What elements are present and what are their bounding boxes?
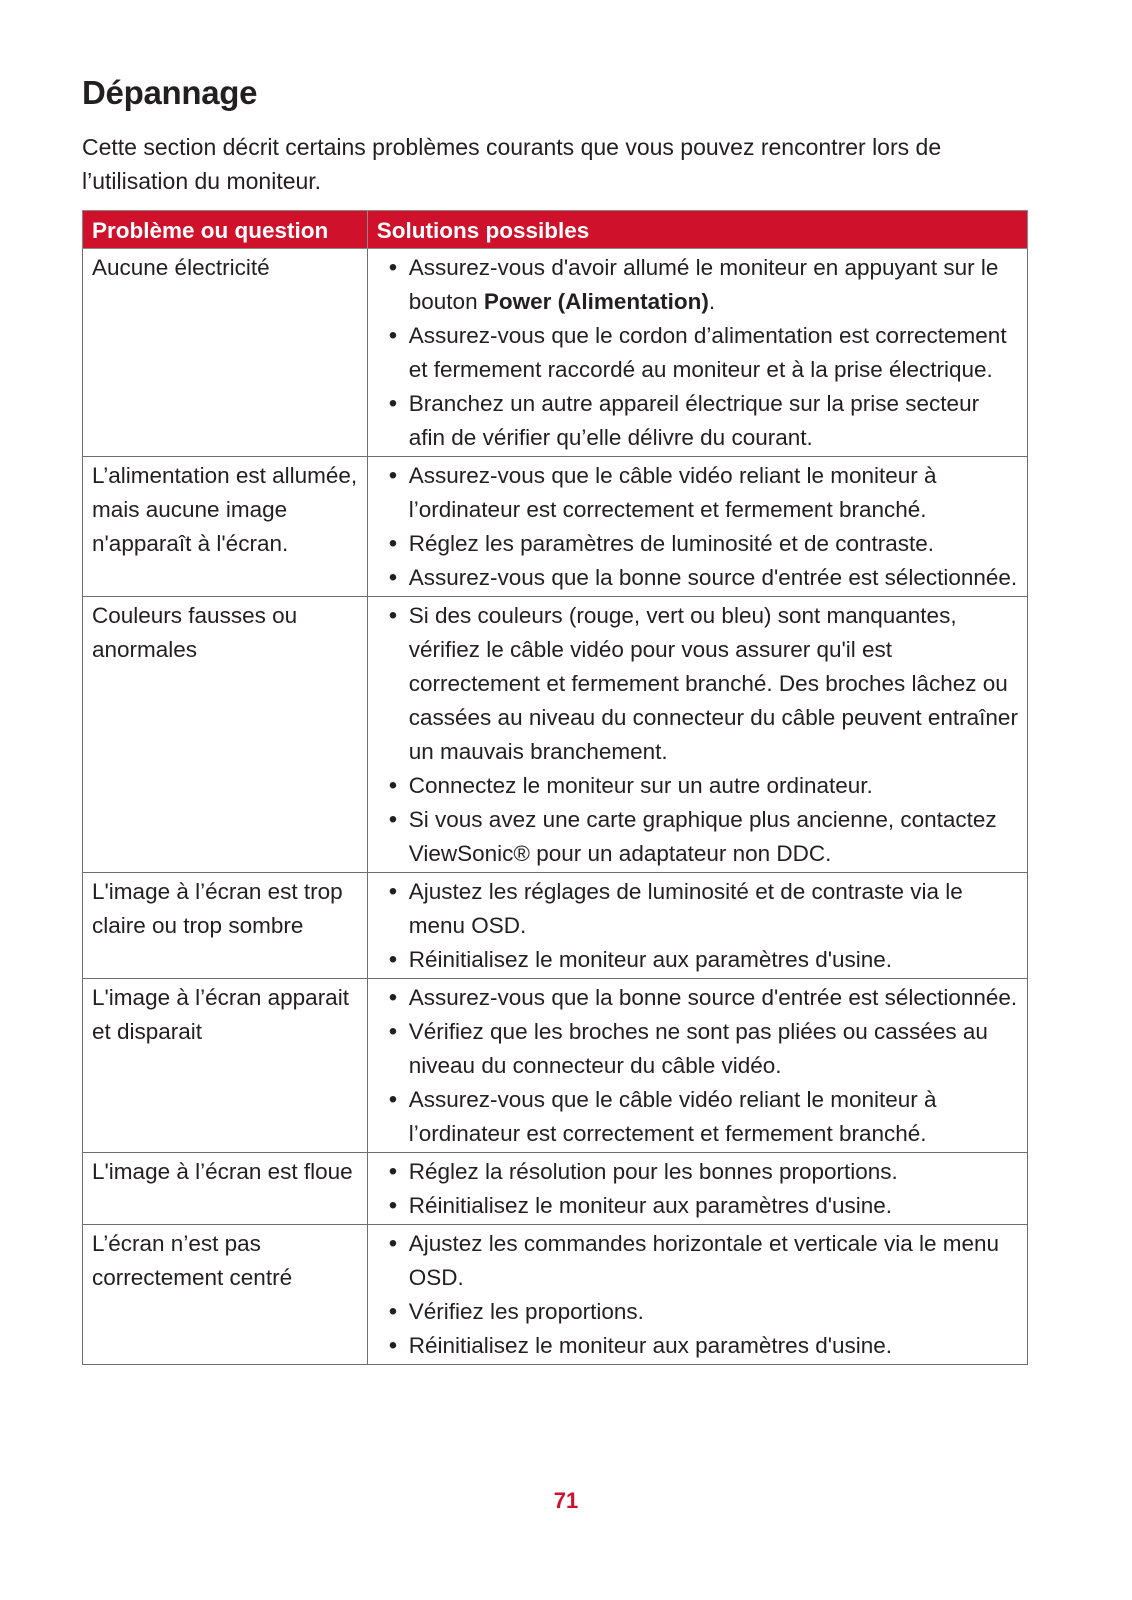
troubleshooting-table — [82, 210, 1028, 1365]
table-row — [83, 457, 1028, 597]
solutions-cell — [367, 873, 1027, 979]
solutions-list — [377, 251, 1018, 455]
solutions-cell — [367, 1153, 1027, 1225]
solutions-cell — [367, 249, 1027, 457]
solution-item: • Assurez-vous que la bonne source d'entrée est sélectionnée. — [377, 561, 1018, 595]
problem-cell: L’écran n’est pas correctement centré — [83, 1225, 368, 1365]
solution-text-end: . — [708, 289, 716, 314]
table-row — [83, 597, 1028, 873]
table-row — [83, 249, 1028, 457]
problem-cell: Aucune électricité — [83, 249, 368, 457]
solution-item: • Réglez les paramètres de luminosité et de contraste. — [377, 527, 1018, 561]
solution-item: • Vérifiez les proportions. — [377, 1295, 1018, 1329]
solution-item: • Ajustez les réglages de luminosité et de contraste via le menu OSD. — [377, 875, 1018, 943]
solution-item: • Connectez le moniteur sur un autre ordinateur. — [377, 769, 1018, 803]
solution-item: • Si des couleurs (rouge, vert ou bleu) sont manquantes, vérifiez le câble vidéo pour vous assurer qu'il est correctement et fermement branché. Des broches lâchez ou cassées au niveau du connecteur du câble peuvent entraîner un mauvais branchement. — [377, 599, 1018, 769]
problem-cell: L’alimentation est allumée, mais aucune image n'apparaît à l'écran. — [83, 457, 368, 597]
solutions-cell — [367, 597, 1027, 873]
solutions-list — [377, 981, 1018, 1151]
page-number: 71 — [553, 1488, 579, 1513]
problem-cell: L'image à l’écran est trop claire ou trop sombre — [83, 873, 368, 979]
header-solutions: Solutions possibles — [367, 211, 1027, 249]
table-row — [83, 873, 1028, 979]
solutions-cell — [367, 457, 1027, 597]
solutions-cell — [367, 1225, 1027, 1365]
solution-text: Assurez-vous d'avoir allumé le moniteur en appuyant sur le bouton — [408, 255, 999, 314]
solution-item: • Réinitialisez le moniteur aux paramètres d'usine. — [377, 1189, 1018, 1223]
solutions-list — [377, 875, 1018, 977]
solution-item: • Réinitialisez le moniteur aux paramètres d'usine. — [377, 943, 1018, 977]
solution-item: • Assurez-vous que le cordon d’alimentation est correctement et fermement raccordé au moniteur et à la prise électrique. — [377, 319, 1018, 387]
solutions-list — [377, 1155, 1018, 1223]
table-row — [83, 1153, 1028, 1225]
solution-item: • Assurez-vous que le câble vidéo reliant le moniteur à l’ordinateur est correctement et fermement branché. — [377, 1083, 1018, 1151]
page-title: Dépannage — [82, 74, 258, 111]
solutions-cell — [367, 979, 1027, 1153]
solutions-list — [377, 1227, 1018, 1363]
table-header-row — [83, 211, 1028, 249]
solution-item: • Assurez-vous que la bonne source d'entrée est sélectionnée. — [377, 981, 1018, 1015]
problem-cell: L'image à l’écran apparait et disparait — [83, 979, 368, 1153]
solution-item: • Ajustez les commandes horizontale et verticale via le menu OSD. — [377, 1227, 1018, 1295]
problem-cell: Couleurs fausses ou anormales — [83, 597, 368, 873]
solution-item: • Réglez la résolution pour les bonnes proportions. — [377, 1155, 1018, 1189]
solution-item: • Branchez un autre appareil électrique sur la prise secteur afin de vérifier qu’elle délivre du courant. — [377, 387, 1018, 455]
solutions-list — [377, 599, 1018, 871]
table-row — [83, 1225, 1028, 1365]
solution-item: • Assurez-vous que le câble vidéo reliant le moniteur à l’ordinateur est correctement et fermement branché. — [377, 459, 1018, 527]
table-row — [83, 979, 1028, 1153]
solution-item: • Vérifiez que les broches ne sont pas pliées ou cassées au niveau du connecteur du câble vidéo. — [377, 1015, 1018, 1083]
problem-cell: L'image à l’écran est floue — [83, 1153, 368, 1225]
intro-paragraph: Cette section décrit certains problèmes courants que vous pouvez rencontrer lors de l’utilisation du moniteur. — [82, 134, 942, 194]
solution-item: • Si vous avez une carte graphique plus ancienne, contactez ViewSonic® pour un adaptateur non DDC. — [377, 803, 1018, 871]
solutions-list — [377, 459, 1018, 595]
solution-item — [377, 251, 1018, 319]
header-problem: Problème ou question — [83, 211, 368, 249]
power-button-name: Power (Alimentation) — [483, 289, 709, 314]
solution-item: • Réinitialisez le moniteur aux paramètres d'usine. — [377, 1329, 1018, 1363]
